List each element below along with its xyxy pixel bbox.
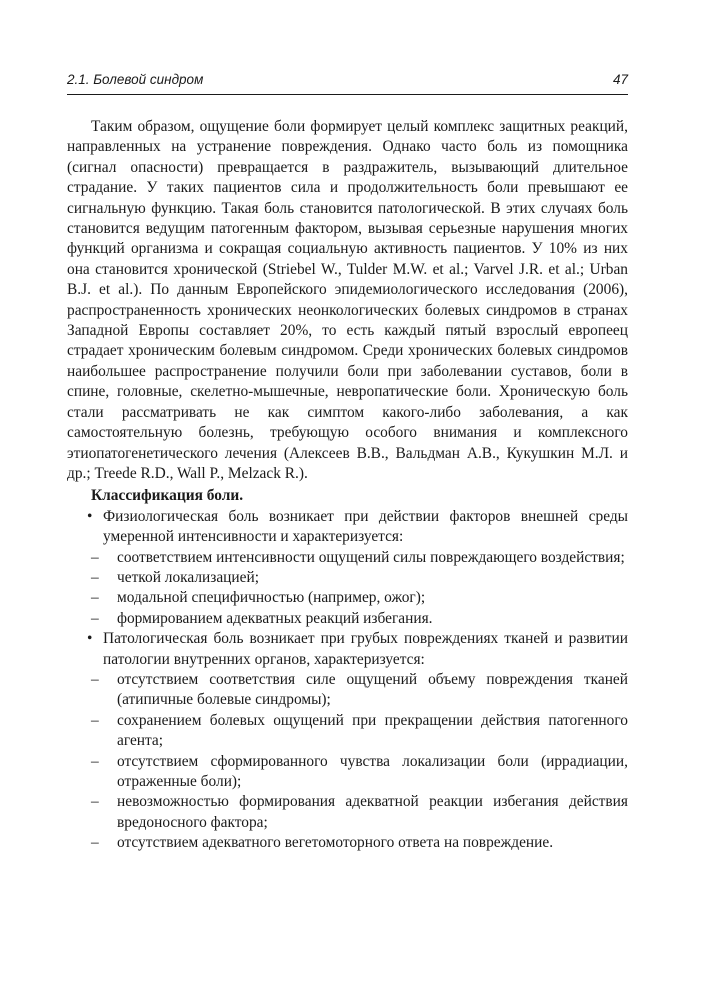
classification-list — [67, 507, 628, 854]
feature-text: отсутствием соответствия силе ощущений объему повреждения тканей (атипичные болевые синдромы); — [117, 670, 628, 709]
pathological-feature — [67, 752, 628, 793]
bullet-marker: • — [87, 507, 93, 525]
pathological-pain-item — [67, 629, 628, 670]
dash-marker: – — [91, 711, 99, 729]
header-rule — [67, 94, 628, 95]
dash-marker: – — [91, 834, 99, 852]
feature-text: четкой локализацией; — [117, 568, 260, 586]
feature-text: модальной специфичностью (например, ожог); — [117, 589, 426, 607]
bullet-marker: • — [87, 630, 93, 648]
dash-marker: – — [91, 752, 99, 770]
feature-text: невозможностью формирования адекватной реакции избегания действия вредоносного фактора; — [117, 793, 628, 831]
feature-text: отсутствием сформированного чувства локализации боли (иррадиации, отраженные боли); — [117, 752, 628, 790]
physiological-feature — [67, 609, 628, 629]
running-head — [67, 71, 628, 89]
body-paragraph: Таким образом, ощущение боли формирует целый комплекс защитных реакций, направленных на устранение повреждения. Однако часто боль из помощника (сигнал опасности) превращается в раздражитель, вызывающий длительное страдание. У таких пациентов сила и продолжительность боли превышают ее сигнальную функцию. Такая боль становится патологической. В этих случаях боль становится ведущим патогенным фактором, вызывая серьезные нарушения многих функций организма и сокращая социальную активность пациентов. У 10% из них она становится хронической (Striebel W., Tulder M.W. et al.; Varvel J.R. et al.; Urban B.J. et al.). По данным Европейского эпидемиологического исследования (2006), распространенность хронических неонкологических болевых синдромов в странах Западной Европы составляет 20%, то есть каждый пятый взрослый европеец страдает хроническим болевым синдромом. Среди хронических болевых синдромов наибольшее распространение получили боли при заболевании суставов, боли в спине, головные, скелетно-мышечные, невропатические боли. Хроническую боль стали рассматривать не как симптом какого-либо заболевания, а как самостоятельную болезнь, требующую особого внимания и комплексного этиопатогенетического лечения (Алексеев В.В., Вальдман А.В., Кукушкин М.Л. и др.; Treede R.D., Wall P., Melzack R.). — [67, 118, 628, 482]
pathological-feature — [67, 711, 628, 752]
dash-marker: – — [91, 548, 99, 566]
physiological-pain-text: Физиологическая боль возникает при действии факторов внешней среды умеренной интенсивности и характеризуется: — [103, 507, 628, 546]
dash-marker: – — [91, 793, 99, 811]
feature-text: формированием адекватных реакций избегания. — [117, 609, 433, 627]
physiological-feature — [67, 588, 628, 608]
pathological-pain-text: Патологическая боль возникает при грубых повреждениях тканей и развитии патологии внутренних органов, характеризуется: — [103, 630, 628, 668]
pathological-feature — [67, 833, 628, 853]
physiological-pain-item — [67, 507, 628, 548]
page-number: 47 — [612, 72, 628, 87]
pathological-feature — [67, 792, 628, 833]
feature-text: соответствием интенсивности ощущений силы повреждающего воздействия; — [117, 548, 625, 566]
dash-marker: – — [91, 568, 99, 586]
classification-heading: Классификация боли. — [91, 487, 244, 505]
physiological-feature — [67, 568, 628, 588]
pathological-feature — [67, 670, 628, 711]
dash-marker: – — [91, 670, 99, 688]
dash-marker: – — [91, 609, 99, 627]
page-content — [67, 117, 628, 854]
feature-text: отсутствием адекватного вегетомоторного ответа на повреждение. — [117, 834, 554, 852]
feature-text: сохранением болевых ощущений при прекращении действия патогенного агента; — [117, 711, 628, 750]
physiological-feature — [67, 548, 628, 568]
dash-marker: – — [91, 589, 99, 607]
section-title: 2.1. Болевой синдром — [67, 72, 204, 87]
